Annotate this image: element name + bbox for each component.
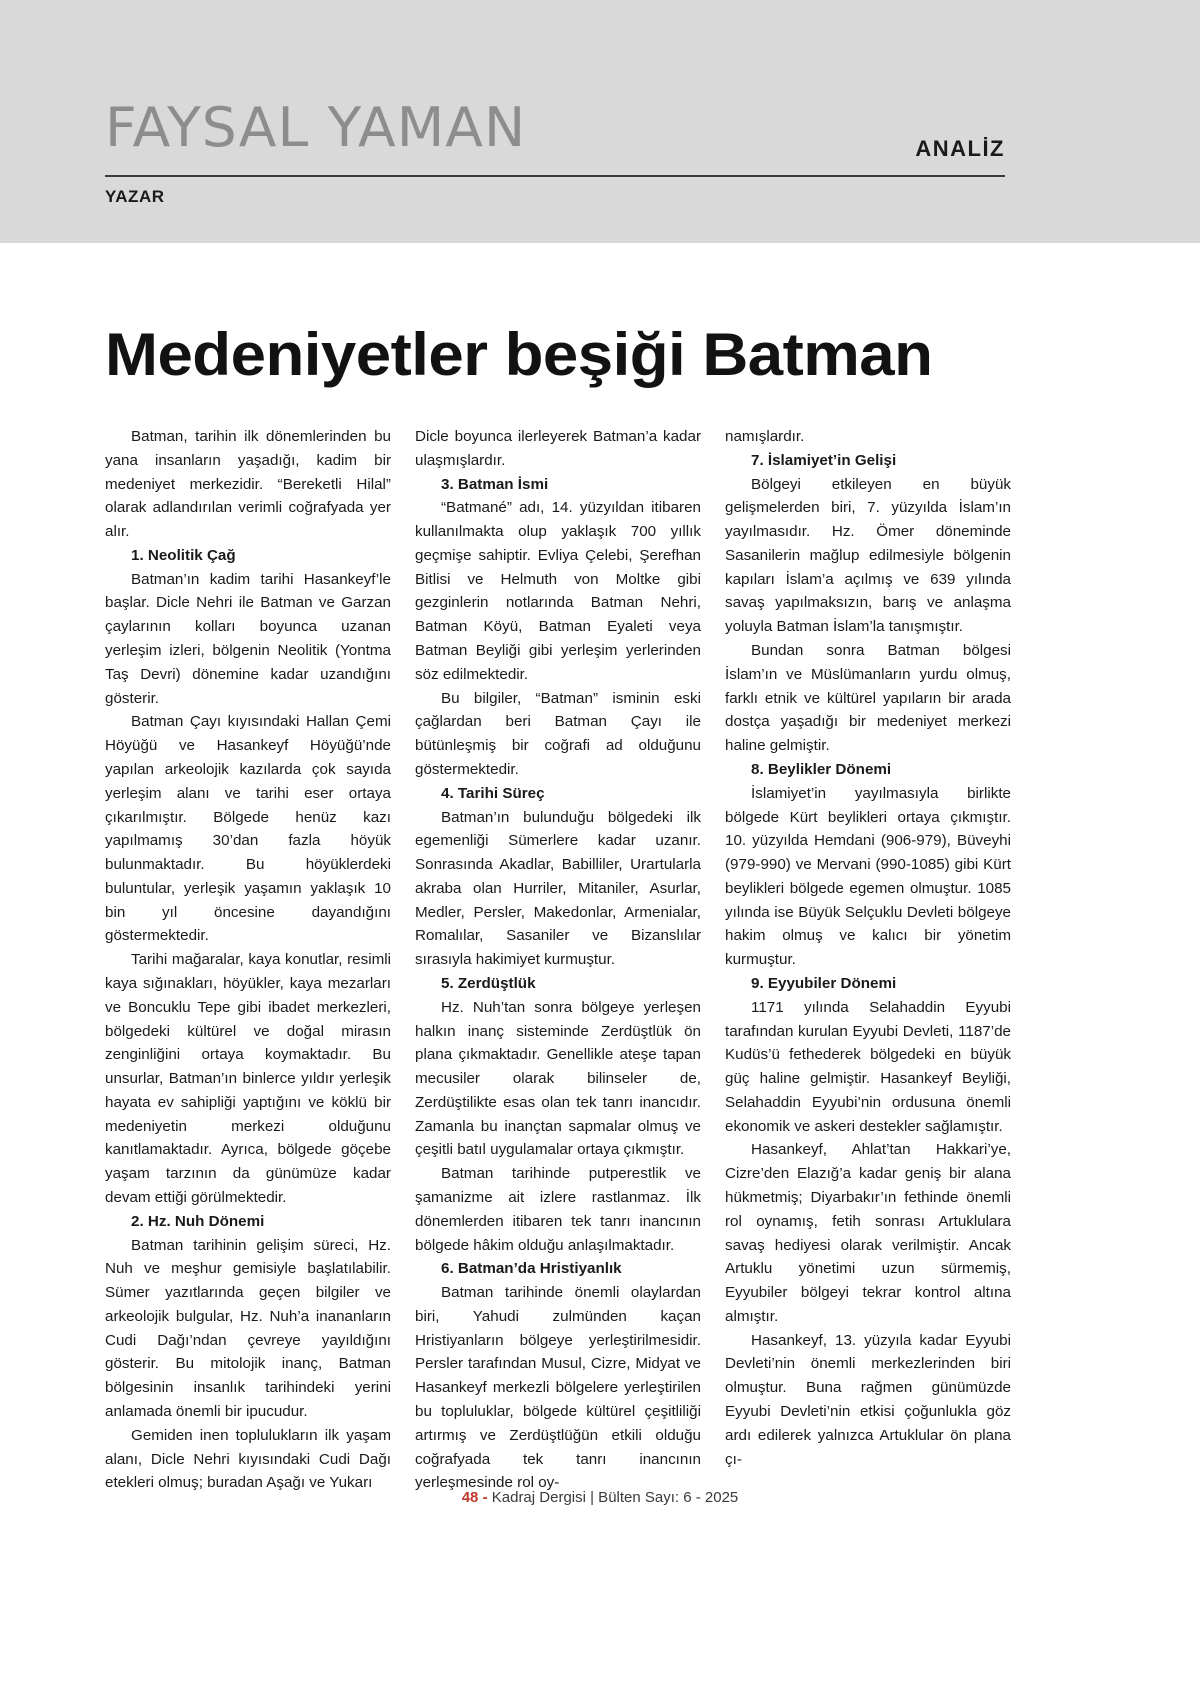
body-paragraph: Tarihi mağaralar, kaya konutlar, resimli kaya sığınakları, höyükler, kaya mezarları ve Boncuklu Tepe gibi ibadet merkezleri, bölgedeki kültürel ve doğal mirasın zenginliğini ortaya koymaktadır. Bu unsurlar, Batman’ın binlerce yıldır yerleşik hayata ev sahipliği yaptığını ve köklü bir medeniyetin merkezi olduğunu kanıtlamaktadır. Ayrıca, bölgede göçebe yaşam tarzının da günümüze kadar devam ettiği görülmektedir. [105, 951, 391, 1206]
body-paragraph: 1171 yılında Selahaddin Eyyubi tarafından kurulan Eyyubi Devleti, 1187’de Kudüs’ü fethederek bölgedeki en büyük güç haline gelmiştir. Hasankeyf Beyliği, Selahaddin Eyyubi’nin ordusuna önemli ekonomik ve askeri destekler sağlamıştır. [725, 998, 1011, 1135]
body-paragraph: Batman’ın bulunduğu bölgedeki ilk egemenliği Sümerlere kadar uzanır. Sonrasında Akadlar, Babilliler, Urartularla akraba olan Hurriler, Mitaniler, Asurlar, Medler, Persler, Makedonlar, Armenialar, Romalılar, Sasaniler ve Bizanslılar sırasıyla hakimiyet kurmuştur. [415, 808, 701, 969]
section-subheading: 7. İslamiyet’in Gelişi [751, 451, 897, 469]
page-header-band [0, 0, 1200, 243]
section-subheading: 8. Beylikler Dönemi [751, 760, 892, 778]
body-paragraph: Bundan sonra Batman bölgesi İslam’ın ve Müslümanların yurdu olmuş, farklı etnik ve kültürel yapıların bir arada dostça yaşadığı bir medeniyet merkezi haline gelmiştir. [725, 642, 1011, 755]
page-title: Medeniyetler beşiği Batman [105, 321, 933, 389]
footer-page-number: 48 [461, 1489, 479, 1506]
body-paragraph: Batman tarihinde önemli olaylardan biri, Yahudi zulmünden kaçan Hristiyanların bölgeye yerleştirilmesidir. Persler tarafından Musul, Cizre, Midyat ve Hasankeyf merkezli bölgelere yerleştirilen bu topluluklar, bölgede kültürel çeşitliliği artırmış ve Zerdüştlüğün etkili olduğu coğrafyada tek tanrı inancının yerleşmesinde rol oy- [415, 1284, 701, 1492]
body-paragraph: Batman tarihinde putperestlik ve şamanizme ait izlere rastlanmaz. İlk dönemlerden itibaren tek tanrı inancının bölgede hâkim olduğu anlaşılmaktadır. [415, 1165, 701, 1254]
section-subheading: 6. Batman’da Hristiyanlık [441, 1260, 622, 1278]
body-paragraph: Bölgeyi etkileyen en büyük gelişmelerden biri, 7. yüzyılda İslam’ın yayılmasıdır. Hz. Ömer döneminde Sasanilerin mağlup edilmesiyle bölgenin kapıları İslam’a açılmış ve 639 yılında savaş yapılmaksızın, barış ve anlaşma yoluyla Batman İslam’la tanışmıştır. [725, 475, 1011, 636]
section-subheading: 1. Neolitik Çağ [131, 546, 236, 564]
body-paragraph: Hasankeyf, 13. yüzyıla kadar Eyyubi Devleti’nin önemli merkezlerinden biri olmuştur. Buna rağmen günümüzde Eyyubi Devleti’nin etkisi çoğunlukla göz ardı edilerek yalnızca Artuklular ön plana çı- [725, 1331, 1011, 1468]
body-paragraph: Batman, tarihin ilk dönemlerinden bu yana insanların yaşadığı, kadim bir medeniyet merkezidir. “Bereketli Hilal” olarak adlandırılan verimli coğrafyada yer alır. [105, 428, 391, 541]
body-paragraph: Batman Çayı kıyısındaki Hallan Çemi Höyüğü ve Hasankeyf Höyüğü’nde yapılan arkeolojik kazılarda çok sayıda yerleşim alanı ve tarihi eser ortaya çıkarılmıştır. Bölgede henüz kazı yapılmamış 30’dan fazla höyük bulunmaktadır. Bu höyüklerdeki buluntular, yerleşik yaşamın yaklaşık 10 bin yıl öncesine dayandığını göstermektedir. [105, 713, 391, 945]
body-paragraph: namışlardır. [725, 428, 805, 445]
column-3 [725, 425, 1011, 1480]
body-paragraph: İslamiyet’in yayılmasıyla birlikte bölgede Kürt beylikleri ortaya çıkmıştır. 10. yüzyılda Hemdani (906-979), Büveyhi (979-990) ve Mervani (990-1085) gibi Kürt beylikleri bölgede egemen olmuştur. 1085 yılında ise Büyük Selçuklu Devleti bölgeye hakim olmuş ve kalıcı bir yönetim kurmuştur. [725, 784, 1011, 969]
body-paragraph: Hasankeyf, Ahlat’tan Hakkari’ye, Cizre’den Elazığ’a kadar geniş bir alana hükmetmiş; Diyarbakır’ın fethinde önemli rol oynamış, fetih sonrası Artuklulara savaş hediyesi olarak verilmiştir. Ancak Artuklu yönetimi uzun sürmemiş, Eyyubiler bölgeyi tekrar kontrol altına almıştır. [725, 1141, 1011, 1325]
page-footer [0, 1489, 1200, 1506]
column-1 [105, 425, 391, 1492]
body-paragraph: Bu bilgiler, “Batman” isminin eski çağlardan beri Batman Çayı ile bütünleşmiş bir coğrafi ad olduğunu göstermektedir. [415, 689, 701, 778]
body-paragraph: Dicle boyunca ilerleyerek Batman’a kadar ulaşmışlardır. [415, 428, 701, 469]
header-divider [105, 175, 1005, 177]
body-paragraph: Batman tarihinin gelişim süreci, Hz. Nuh ve meşhur gemisiyle başlatılabilir. Sümer yazıtlarında geçen bilgiler ve arkeolojik bulgular, Hz. Nuh’a inananların Cudi Dağı’ndan çevreye yayıldığını gösterir. Bu mitolojik inanç, Batman bölgesinin insanlık tarihindeki yerini anlamada önemli bir ipucudur. [105, 1236, 391, 1421]
article-body [105, 425, 1013, 1492]
author-name: FAYSAL YAMAN [105, 96, 527, 159]
section-label: ANALİZ [915, 136, 1005, 161]
section-subheading: 4. Tarihi Süreç [441, 784, 545, 802]
body-paragraph: Batman’ın kadim tarihi Hasankeyf’le başlar. Dicle Nehri ile Batman ve Garzan çaylarının kolları boyunca uzanan yerleşim izleri, bölgenin Neolitik (Yontma Taş Devri) dönemine kadar uzandığını gösterir. [105, 570, 391, 707]
author-role: YAZAR [105, 187, 165, 206]
body-paragraph: Gemiden inen toplulukların ilk yaşam alanı, Dicle Nehri kıyısındaki Cudi Dağı etekleri olmuş; buradan Aşağı ve Yukarı [105, 1426, 391, 1492]
section-subheading: 2. Hz. Nuh Dönemi [131, 1212, 265, 1230]
section-subheading: 9. Eyyubiler Dönemi [751, 974, 897, 992]
body-paragraph: Hz. Nuh’tan sonra bölgeye yerleşen halkın inanç sisteminde Zerdüştlük ön plana çıkmaktadır. Genellikle ateşe tapan mecusiler olarak bilinseler de, Zerdüştilikte esas olan tek tanrı inancıdır. Zamanla bu inançtan sapmalar olmuş ve çeşitli batıl uygulamalar ortaya çıkmıştır. [415, 998, 701, 1159]
footer-text: Kadraj Dergisi | Bülten Sayı: 6 - 2025 [491, 1489, 739, 1506]
section-subheading: 3. Batman İsmi [441, 475, 549, 493]
body-paragraph: “Batmané” adı, 14. yüzyıldan itibaren kullanılmakta olup yaklaşık 700 yıllık geçmişe sahiptir. Evliya Çelebi, Şerefhan Bitlisi ve Helmuth von Moltke gibi gezginlerin notlarında Batman Nehri, Batman Köyü, Batman Eyaleti veya Batman Beyliği gibi yerleşim yerlerinden söz edilmektedir. [415, 499, 701, 683]
column-2 [415, 425, 701, 1492]
header-inner [105, 0, 1005, 243]
footer-dash: - [482, 1489, 488, 1506]
section-subheading: 5. Zerdüştlük [441, 974, 536, 992]
